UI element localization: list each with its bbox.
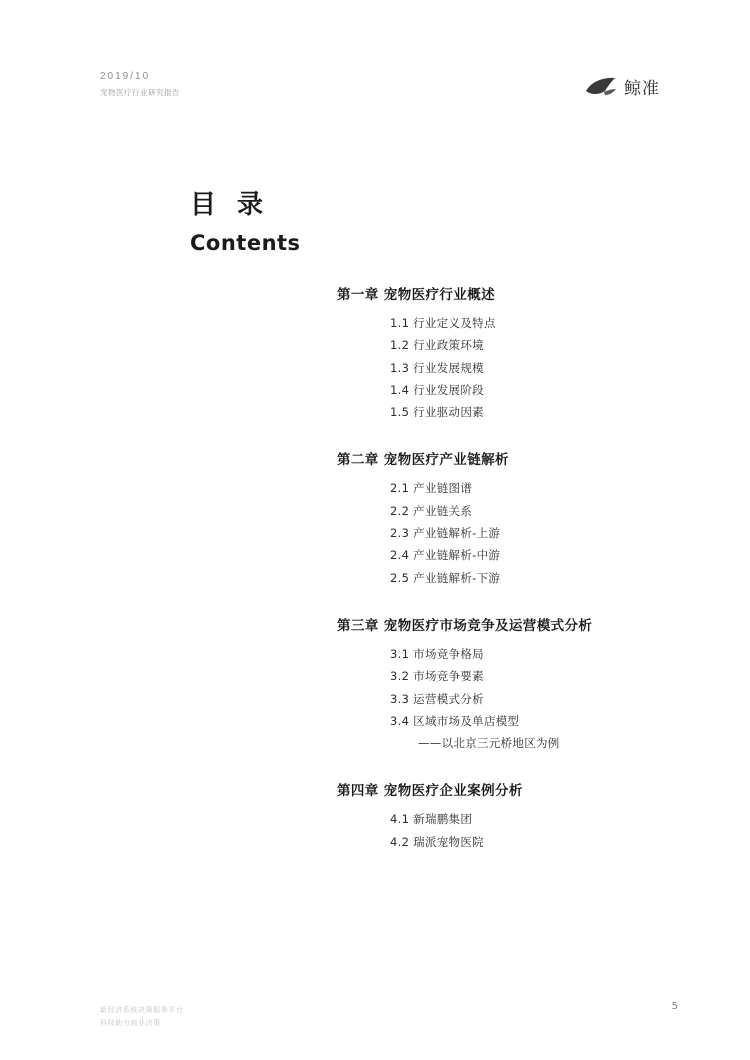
report-subtitle: 宠物医疗行业研究报告 [100, 88, 180, 97]
toc-entry[interactable]: 1.2 行业政策环境 [390, 338, 484, 353]
toc-entry[interactable]: 4.2 瑞派宠物医院 [390, 834, 484, 849]
toc-entry[interactable]: 3.2 市场竞争要素 [390, 669, 484, 684]
toc-entry[interactable]: 3.4 区域市场及单店模型 [390, 713, 520, 728]
toc-entry[interactable]: 3.1 市场竞争格局 [390, 646, 484, 661]
toc-entry[interactable]: 2.5 产业链解析-下游 [390, 570, 501, 585]
toc-entry[interactable]: 1.3 行业发展规模 [390, 360, 484, 375]
chapter-items [337, 808, 667, 853]
whale-icon [584, 76, 618, 98]
brand-name: 鲸准 [624, 79, 660, 99]
chapter-items [337, 643, 667, 754]
toc-chapter [337, 284, 667, 423]
table-of-contents [337, 284, 667, 853]
chapter-items [337, 477, 667, 588]
page-title [190, 188, 301, 258]
report-date: 2019/10 [100, 71, 151, 82]
chapter-title[interactable]: 第三章 宠物医疗市场竞争及运营模式分析 [337, 617, 593, 634]
toc-entry-note: ——以北京三元桥地区为例 [418, 736, 560, 751]
toc-title-en: Contents [190, 231, 301, 255]
footer-tagline-1: 新经济系统决策服务平台 [100, 1006, 184, 1014]
toc-entry[interactable]: 2.3 产业链解析-上游 [390, 526, 501, 541]
chapter-title[interactable]: 第四章 宠物医疗企业案例分析 [337, 783, 523, 800]
toc-chapter [337, 780, 667, 853]
chapter-title[interactable]: 第一章 宠物医疗行业概述 [337, 287, 495, 303]
brand-logo [584, 74, 660, 99]
toc-chapter [337, 615, 667, 754]
toc-entry[interactable]: 4.1 新瑞鹏集团 [390, 812, 473, 827]
toc-entry[interactable]: 3.3 运营模式分析 [390, 691, 484, 706]
toc-entry[interactable]: 1.4 行业发展阶段 [390, 382, 484, 397]
header-left-block [100, 70, 180, 99]
page-footer [100, 1004, 184, 1030]
toc-entry[interactable]: 1.1 行业定义及特点 [390, 316, 496, 330]
toc-title-cn: 目 录 [190, 190, 270, 220]
footer-tagline-2: 科技助力商业决策 [100, 1019, 161, 1027]
page-number: 5 [671, 1001, 678, 1012]
toc-chapter [337, 449, 667, 588]
toc-entry[interactable]: 1.5 行业驱动因素 [390, 405, 484, 420]
page-header [100, 70, 660, 110]
toc-entry[interactable]: 2.4 产业链解析-中游 [390, 548, 501, 563]
chapter-items [337, 312, 667, 423]
toc-entry[interactable]: 2.1 产业链图谱 [390, 481, 473, 496]
chapter-title[interactable]: 第二章 宠物医疗产业链解析 [337, 452, 509, 469]
toc-entry[interactable]: 2.2 产业链关系 [390, 503, 473, 518]
